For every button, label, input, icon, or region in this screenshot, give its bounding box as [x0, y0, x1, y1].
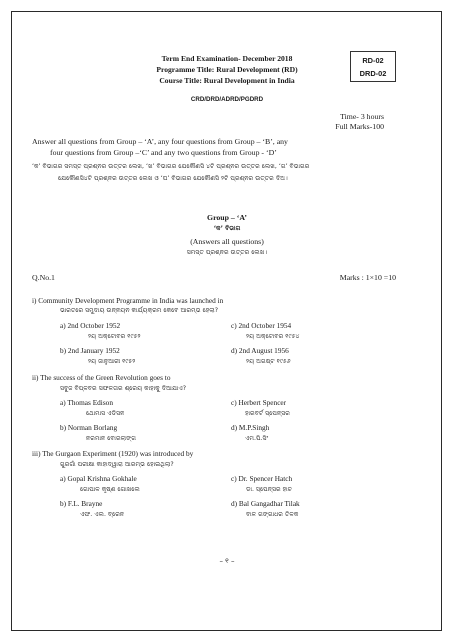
q2-option-a-od: ଥୋମାସ ଏଡିସନ — [86, 410, 125, 417]
q2-option-a: a) Thomas Edison — [60, 398, 113, 407]
programme-title: Programme Title: Rural Development (RD) — [156, 65, 298, 74]
question-1-od: ଭାରତରେ ସମୁଦାୟ ଉନ୍ନୟନ କାର୍ଯ୍ୟକ୍ରମ କେବେ ଆରମ୍ଭ ହେଲା? — [60, 307, 219, 314]
q3-option-d-od: ବାଳ ଗଙ୍ଗାଧର ତିଳକ — [246, 511, 299, 518]
time-allowed: Time- 3 hours — [340, 112, 384, 121]
q2-option-d-od: ଏମ.ପି.ସିଂ — [245, 435, 269, 442]
exam-title: Term End Examination- December 2018 — [161, 54, 293, 63]
q1-option-d-od: ୨ୟ ଅଗଷ୍ଟ ୧୯୫୬ — [246, 358, 291, 365]
page-number: – ୧ – — [219, 557, 235, 565]
q1-option-b-od: ୨ୟ ଜାନୁଆରୀ ୧୯୫୨ — [88, 358, 136, 365]
q3-option-b-od: ଏଫ. ଏଲ. ବ୍ରେନ — [80, 511, 125, 518]
question-1: i) Community Development Programme in India was launched in — [32, 296, 224, 305]
q1-option-a: a) 2nd October 1952 — [60, 321, 121, 330]
instruction-en-1: Answer all questions from Group – ‘A’, any four questions from Group – ‘B’, any — [32, 137, 288, 146]
q2-option-d: d) M.P.Singh — [231, 423, 270, 432]
q3-option-a-od: ଗୋପାଳ କୃଷ୍ଣ ଗୋଖଲେ — [80, 486, 140, 493]
q2-option-b-od: ନରମାନ ବୋରଲାଙ୍ଗ — [86, 435, 137, 442]
question-3-od: ଗୁରଗାଁ ପରୀକ୍ଷା କାହାଦ୍ୱାରା ଆରମ୍ଭ ହୋଇଥିଲା? — [60, 461, 174, 468]
question-marks: Marks : 1×10 =10 — [339, 273, 396, 282]
question-2-od: ସବୁଜ ବିପ୍ଳବର ସଫଳତାର ଶ୍ରେୟ କାହାକୁ ଦିଆଯାଏ? — [60, 385, 187, 392]
q1-option-c: c) 2nd October 1954 — [231, 321, 292, 330]
q3-option-c: c) Dr. Spencer Hatch — [231, 474, 293, 483]
q1-option-d: d) 2nd August 1956 — [231, 346, 289, 355]
group-title-od: ‘କ’ ବିଭାଗ — [213, 225, 241, 232]
q1-option-c-od: ୨ୟ ଅକ୍ଟୋବର ୧୯୫୪ — [246, 333, 300, 340]
question-3: iii) The Gurgaon Experiment (1920) was introduced by — [32, 449, 194, 458]
q3-option-a: a) Gopal Krishna Gokhale — [60, 474, 137, 483]
q1-option-a-od: ୨ୟ ଅକ୍ଟୋବର ୧୯୫୨ — [88, 333, 141, 340]
question-number: Q.No.1 — [32, 273, 55, 282]
q3-option-c-od: ଡା. ସ୍ପେନ୍ସର ହାଚ — [246, 486, 293, 493]
question-2: ii) The success of the Green Revolution goes to — [32, 373, 171, 382]
programme-codes: CRD/DRD/ADRD/PGDRD — [190, 96, 264, 103]
q1-option-b: b) 2nd January 1952 — [60, 346, 120, 355]
q2-option-c-od: ହାରବର୍ଟ ସ୍ପେନ୍ସର — [245, 410, 290, 417]
course-code-2: DRD-02 — [359, 69, 387, 78]
group-subtitle-od: ସମସ୍ତ ପ୍ରଶ୍ନର ଉତ୍ତର ଲେଖ। — [186, 249, 268, 256]
group-title: Group – ‘A’ — [207, 213, 247, 222]
instruction-od-1: ‘କ’ ବିଭାଗର ସମସ୍ତ ପ୍ରଶ୍ନର ଉତ୍ତର ଲେଖ, ‘ଖ’ ବିଭାଗର ଯେକୌଣସି ୪ଟି ପ୍ରଶ୍ନର ଉତ୍ତର ଲେଖ, ‘ଗ’ ବିଭାଗର — [32, 163, 310, 170]
instruction-od-2: ଯେକୌଣସି୪ଟି ପ୍ରଶ୍ନର ଉତ୍ତର ଲେଖ ଓ ‘ଘ’ ବିଭାଗର ଯେକୌଣସି ୨ଟି ପ୍ରଶ୍ନର ଉତ୍ତର ଦିଅ। — [58, 175, 288, 182]
q2-option-b: b) Norman Borlang — [60, 423, 118, 432]
q2-option-c: c) Herbert Spencer — [231, 398, 287, 407]
course-title: Course Title: Rural Development in India — [159, 76, 295, 85]
course-code-box — [350, 51, 396, 82]
course-code-1: RD-02 — [362, 56, 384, 65]
q3-option-d: d) Bal Gangadhar Tilak — [231, 499, 300, 508]
instruction-en-2: four questions from Group –‘C’ and any two questions from Group - ‘D’ — [50, 148, 277, 157]
group-subtitle: (Answers all questions) — [190, 237, 264, 246]
q3-option-b: b) F.L. Brayne — [60, 499, 103, 508]
full-marks: Full Marks-100 — [335, 122, 384, 131]
